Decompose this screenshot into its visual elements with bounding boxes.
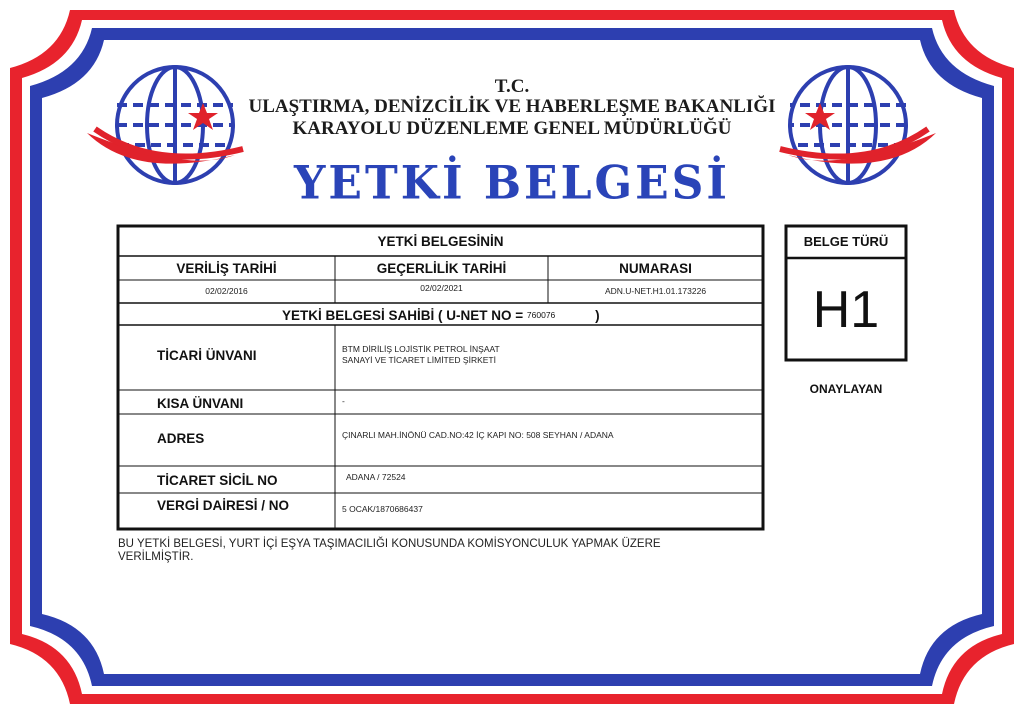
footer-note xyxy=(118,538,718,564)
holder-unet-no: 760076 xyxy=(526,310,556,320)
trade-name-value xyxy=(342,344,500,366)
short-name-label: KISA ÜNVANI xyxy=(157,396,244,411)
holder-label: YETKİ BELGESİ SAHİBİ ( U-NET NO = xyxy=(282,308,524,323)
footer-line-1: BU YETKİ BELGESİ, YURT İÇİ EŞYA TAŞIMACILIĞI KONUSUNDA KOMİSYONCULUK YAPMAK ÜZERE xyxy=(118,538,661,550)
address-value: ÇINARLI MAH.İNÖNÜ CAD.NO:42 İÇ KAPI NO: 508 SEYHAN / ADANA xyxy=(342,430,614,440)
column-header-issue-date: VERİLİŞ TARİHİ xyxy=(176,261,277,276)
column-header-validity-date: GEÇERLİLİK TARİHİ xyxy=(376,261,507,276)
column-header-number: NUMARASI xyxy=(619,261,692,276)
address-label: ADRES xyxy=(157,431,205,446)
directorate-name: KARAYOLU DÜZENLEME GENEL MÜDÜRLÜĞÜ xyxy=(292,118,732,139)
short-name-value: - xyxy=(342,396,345,406)
trade-name-line-1: BTM DİRİLİŞ LOJİSTİK PETROL İNŞAAT xyxy=(342,344,500,354)
tax-office-label: VERGİ DAİRESİ / NO xyxy=(157,498,290,513)
certificate-holder-heading xyxy=(282,308,600,323)
validity-date-value: 02/02/2021 xyxy=(420,283,463,293)
trade-name-line-2: SANAYİ VE TİCARET LİMİTED ŞİRKETİ xyxy=(342,355,496,365)
ministry-name: ULAŞTIRMA, DENİZCİLİK VE HABERLEŞME BAKANLIĞI xyxy=(248,96,776,117)
document-type-label: BELGE TÜRÜ xyxy=(803,234,889,249)
issue-date-value: 02/02/2016 xyxy=(205,286,248,296)
certificate-number-value: ADN.U-NET.H1.01.173226 xyxy=(604,286,707,296)
country-label: T.C. xyxy=(494,76,530,97)
trade-name-label: TİCARİ ÜNVANI xyxy=(157,348,257,363)
footer-line-2: VERİLMİŞTİR. xyxy=(118,551,194,563)
trade-registry-label: TİCARET SİCİL NO xyxy=(157,473,278,488)
document-type-value: H1 xyxy=(812,281,880,339)
table-section-title: YETKİ BELGESİNİN xyxy=(377,234,504,249)
tax-office-value: 5 OCAK/1870686437 xyxy=(342,504,423,514)
trade-registry-value: ADANA / 72524 xyxy=(346,472,406,482)
approver-label: ONAYLAYAN xyxy=(809,382,883,396)
holder-close-paren: ) xyxy=(595,308,600,323)
document-title: YETKİ BELGESİ xyxy=(294,156,730,211)
